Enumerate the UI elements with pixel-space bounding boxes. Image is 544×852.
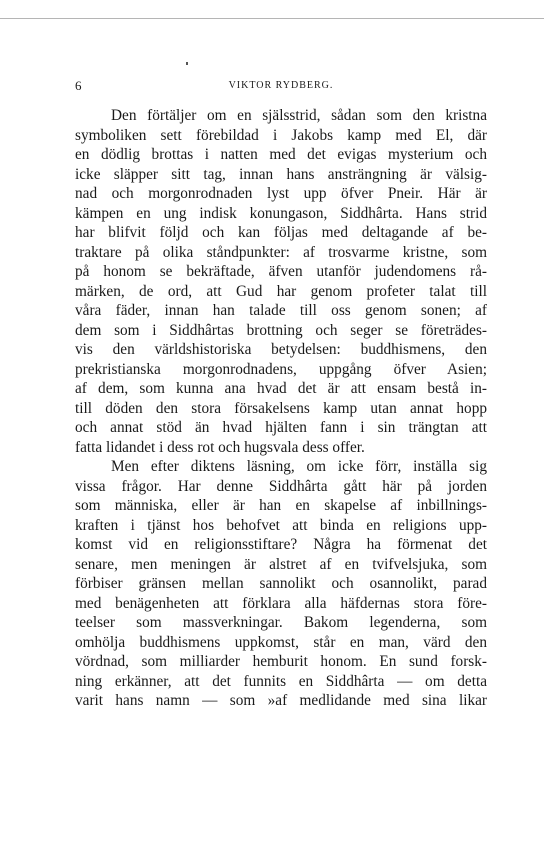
- text-line: Den förtäljer om en själsstrid, sådan som den kristna: [111, 107, 487, 124]
- running-title: VIKTOR RYDBERG.: [228, 80, 334, 91]
- text-line: Men efter diktens läsning, om icke förr, inställa sig: [111, 458, 487, 475]
- text-line: traktare på olika ståndpunkter: af trosvarme kristne, som: [75, 243, 487, 261]
- text-line: har blifvit följd och kan följas med deltagande af be-: [75, 224, 487, 241]
- text-line: omhölja buddhismens uppkomst, står en man, värd den: [75, 633, 487, 651]
- text-line: som människa, eller är han en skapelse af inbillnings-: [75, 497, 487, 514]
- text-line: på honom se bekräftade, äfven utanför judendomens rå-: [75, 263, 487, 280]
- ink-speck: [186, 62, 188, 65]
- text-line: teelser som massverkningar. Bakom legenderna, som: [75, 614, 487, 631]
- text-line: kraften i tjänst hos behofvet att binda en religions upp-: [75, 516, 487, 534]
- text-line: icke släpper sitt tag, innan hans ansträngning är välsig-: [75, 165, 487, 183]
- text-line: förbiser gränsen mellan sannolikt och osannolikt, parad: [75, 575, 487, 592]
- text-line: nad och morgonrodnaden lyst upp öfver Pneir. Här är: [75, 185, 487, 202]
- top-rule: [0, 18, 544, 19]
- text-line: en dödlig brottas i natten med det evigas mysterium och: [75, 146, 487, 163]
- page-number: 6: [75, 78, 82, 93]
- text-line: och annat stöd än hvad hjälten fann i sin trängtan att: [75, 419, 487, 436]
- text-line: prekristianska morgonrodnadens, uppgång öfver Asien;: [75, 360, 487, 378]
- text-line: vis den världshistoriska betydelsen: buddhismens, den: [75, 341, 487, 358]
- text-line: våra fäder, innan han talade till oss genom sonen; af: [75, 302, 487, 319]
- text-line: dem som i Siddhârtas brottning och seger se företrädes-: [75, 321, 487, 339]
- text-line: senare, men meningen är alstret af en tvifvelsjuka, som: [75, 555, 487, 573]
- text-line: kämpen en ung indisk konungason, Siddhârta. Hans strid: [75, 204, 487, 222]
- text-line: symboliken sett förebildad i Jakobs kamp med El, där: [75, 126, 487, 144]
- body-text: [75, 106, 487, 711]
- running-head: [75, 79, 487, 93]
- text-line: med benägenheten att förklara alla häfdernas stora före-: [75, 594, 487, 612]
- text-line: fatta lidandet i dess rot och hugsvala dess offer.: [75, 438, 365, 456]
- text-line: varit hans namn — som »af medlidande med sina likar: [75, 692, 487, 709]
- text-line: till döden den stora försakelsens kamp utan annat hopp: [75, 399, 487, 417]
- text-line: ning erkänner, att det funnits en Siddhârta — om detta: [75, 672, 487, 690]
- text-line: märken, de ord, att Gud har genom profeter talat till: [75, 282, 487, 300]
- text-line: komst vid en religionsstiftare? Några ha förmenat det: [75, 536, 487, 553]
- text-line: af dem, som kunna ana hvad det är att ensam bestå in-: [75, 380, 487, 397]
- text-line: vissa frågor. Har denne Siddhârta gått här på jorden: [75, 477, 487, 495]
- text-line: vördnad, som milliarder hemburit honom. En sund forsk-: [75, 653, 487, 670]
